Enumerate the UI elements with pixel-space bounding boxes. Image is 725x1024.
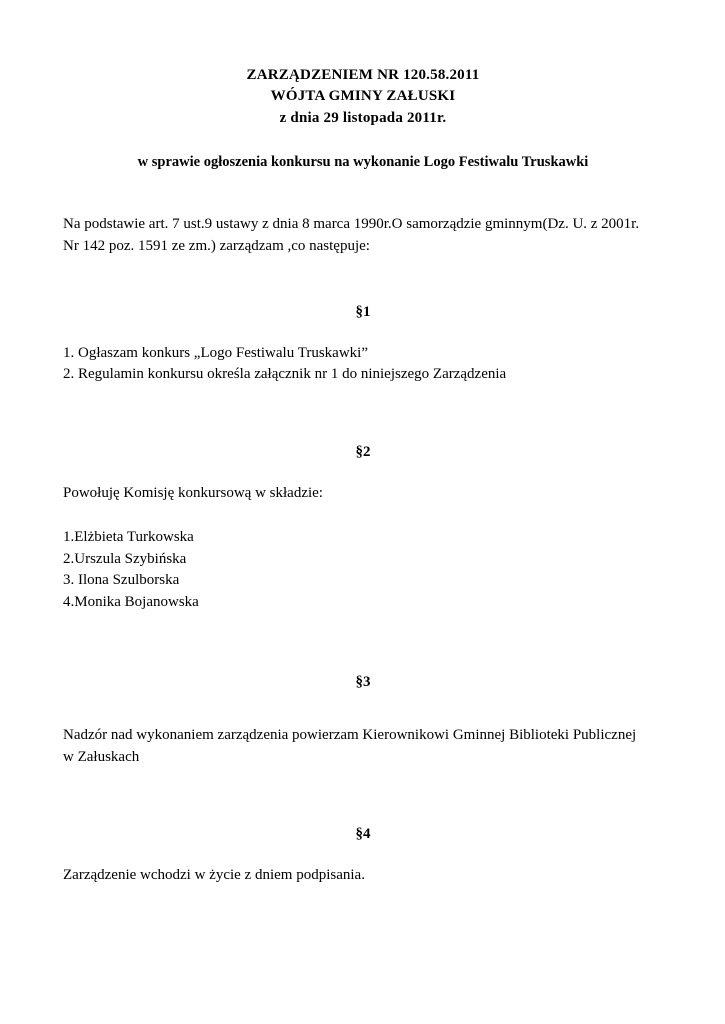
- section-2-items: [63, 527, 663, 614]
- preamble-line-1: Na podstawie art. 7 ust.9 ustawy z dnia 8 marca 1990r.O samorządzie gminnym(Dz. U. z 2001r.: [63, 216, 640, 233]
- preamble-line-2: Nr 142 poz. 1591 ze zm.) zarządzam ,co następuje:: [63, 237, 370, 254]
- section-2-item-1: 1.Elżbieta Turkowska: [63, 528, 194, 545]
- section-2-item-4: 4.Monika Bojanowska: [63, 594, 199, 611]
- title-line-1: ZARZĄDZENIEM NR 120.58.2011: [246, 67, 480, 83]
- section-4-text: [63, 865, 663, 887]
- document-preamble: [63, 214, 663, 258]
- section-4-line-1: Zarządzenie wchodzi w życie z dniem podpisania.: [63, 867, 365, 884]
- section-3-text: [63, 725, 663, 769]
- section-mark-1: §1: [355, 303, 371, 320]
- section-mark-2: §2: [355, 444, 371, 461]
- section-1-item-1: 1. Ogłaszam konkurs „Logo Festiwalu Truskawki”: [63, 344, 368, 361]
- section-2-item-2: 2.Urszula Szybińska: [63, 550, 187, 567]
- section-mark-3: §3: [355, 673, 371, 690]
- section-3-line-1: Nadzór nad wykonaniem zarządzenia powierzam Kierownikowi Gminnej Biblioteki Publicznej: [63, 726, 637, 743]
- section-2-item-3: 3. Ilona Szulborska: [63, 572, 180, 589]
- section-1-item-2: 2. Regulamin konkursu określa załącznik nr 1 do niniejszego Zarządzenia: [63, 366, 507, 383]
- section-2-intro: Powołuję Komisję konkursową w składzie:: [63, 485, 323, 502]
- title-line-2: WÓJTA GMINY ZAŁUSKI: [270, 88, 456, 105]
- section-1-items: [63, 343, 663, 387]
- section-3-line-2: w Załuskach: [63, 748, 140, 765]
- document-subject: w sprawie ogłoszenia konkursu na wykonanie Logo Festiwalu Truskawki: [137, 153, 589, 170]
- title-line-3: z dnia 29 listopada 2011r.: [279, 109, 447, 126]
- document-title: [63, 65, 663, 129]
- section-mark-4: §4: [355, 826, 371, 843]
